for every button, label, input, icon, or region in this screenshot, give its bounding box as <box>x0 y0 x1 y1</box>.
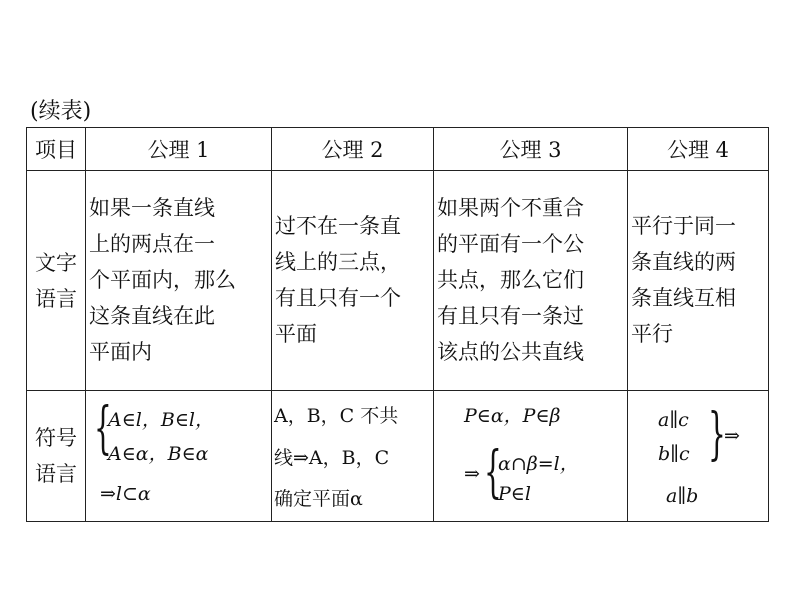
axiom-2-text: 过不在一条直 线上的三点， 有且只有一个 平面 <box>272 171 434 391</box>
header-axiom-1: 公理 1 <box>86 128 272 171</box>
axiom-3-line-2: α∩β=l， <box>498 453 579 475</box>
axiom-2-line-3: 确定平面α <box>274 488 363 510</box>
axiom-4-line-3: a∥b <box>666 485 699 507</box>
row-label-text-language: 文字 语言 <box>27 171 86 391</box>
axiom-1-text: 如果一条直线 上的两点在一 个平面内，那么 这条直线在此 平面内 <box>86 171 272 391</box>
header-axiom-2: 公理 2 <box>272 128 434 171</box>
header-axiom-4: 公理 4 <box>628 128 769 171</box>
symbol-language-row <box>27 391 769 522</box>
axiom-4-symbol <box>628 391 769 522</box>
header-row <box>27 128 769 171</box>
axiom-3-text: 如果两个不重合 的平面有一个公 共点，那么它们 有且只有一条过 该点的公共直线 <box>434 171 628 391</box>
axiom-4-text: 平行于同一 条直线的两 条直线互相 平行 <box>628 171 769 391</box>
axiom-1-line-1: A∈l，B∈l， <box>108 409 214 431</box>
axiom-2-line-1: A，B，C 不共 <box>274 405 399 427</box>
header-axiom-3: 公理 3 <box>434 128 628 171</box>
row-label-symbol-language: 符号 语言 <box>27 391 86 522</box>
axiom-4-line-2: b∥c <box>658 443 690 465</box>
axiom-1-symbol <box>86 391 272 522</box>
left-brace: { <box>484 440 502 505</box>
implies-arrow: ⇒ <box>724 425 740 447</box>
right-brace: } <box>708 402 726 467</box>
implies-arrow: ⇒ <box>464 463 480 485</box>
axiom-2-line-2: 线⇒A，B，C <box>274 447 390 469</box>
text-language-row <box>27 171 769 391</box>
axioms-table <box>26 127 769 522</box>
table-caption: (续表) <box>30 99 92 124</box>
header-item: 项目 <box>27 128 86 171</box>
axiom-3-symbol <box>434 391 628 522</box>
axiom-1-line-3: ⇒l⊂α <box>100 483 151 505</box>
axiom-3-line-3: P∈l <box>498 483 531 505</box>
axiom-4-line-1: a∥c <box>658 409 689 431</box>
axiom-3-line-1: P∈α，P∈β <box>464 405 561 427</box>
left-brace: { <box>94 396 112 461</box>
axiom-2-symbol <box>272 391 434 522</box>
axiom-1-line-2: A∈α，B∈α <box>108 443 209 465</box>
